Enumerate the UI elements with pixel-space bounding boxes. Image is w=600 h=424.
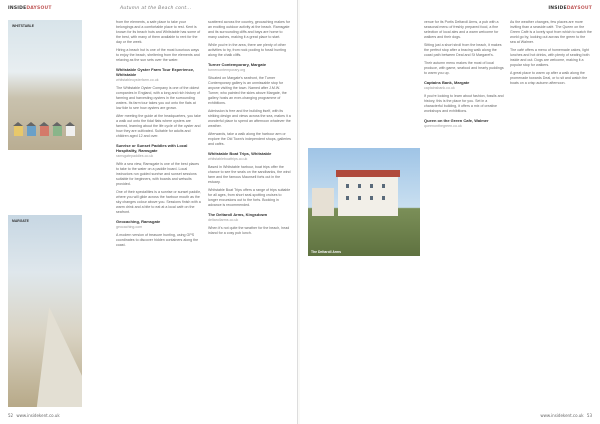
article-link[interactable]: deltarollarms.co.uk: [208, 218, 239, 222]
article-heading: Sunrise or Sunset Paddles with Local Hospitality, Ramsgate: [116, 143, 188, 153]
hut-shape: [27, 126, 36, 136]
article-heading: Turner Contemporary, Margate: [208, 62, 267, 67]
article-link[interactable]: geocaching.com: [116, 225, 143, 229]
article-paragraph: Situated on Margate's seafront, the Turner Contemporary gallery is an unmissable stop for anyone visiting the town. Named after J.M.W. Turner, who painted the skies above Margate, the gallery hosts an ever-changing programme of exhibitions.: [208, 76, 287, 105]
page-tagline: Autumn at the Beach cont...: [120, 6, 192, 11]
window: [358, 196, 361, 200]
building: [312, 188, 334, 216]
hotel-photo: [308, 148, 420, 256]
article-paragraph: The Whitstable Oyster Company is one of the oldest companies in England, with a long and rich history of farming and harvesting oysters in the surrounding waters. Its farm tour takes you out onto the flats at low tide to see how oysters are grown.: [116, 86, 200, 110]
article-paragraph: With a sea view, Ramsgate is one of the best places to take to the water on a paddle board. Local instructors run guided sunrise and sunset sessions suitable for beginners, with boards and wetsuits provided.: [116, 162, 200, 186]
article-paragraph: Whitstable Boat Trips offers a range of trips suitable for all ages, from short seal-spotting cruises to longer excursions out to the forts. Booking in advance is recommended.: [208, 188, 291, 207]
brand-suffix: DAYSOUT: [26, 6, 52, 11]
article-paragraph: Admission is free and the building itself, with its striking design and views across the sea, makes it a wonderful place to spend an afternoon whatever the weather.: [208, 109, 291, 128]
page-footer: [8, 413, 60, 418]
article-column-4: [510, 20, 592, 406]
window: [346, 184, 349, 188]
article-heading: The Deltaroll Arms, Kingsdown: [208, 212, 268, 217]
beach-path: [19, 307, 82, 407]
hut-shape: [40, 126, 49, 136]
photo-caption: The Deltaroll Arms: [311, 250, 342, 254]
beach-huts-photo: [8, 20, 82, 150]
article-heading: Geocaching, Ramsgate: [116, 219, 161, 224]
article-link[interactable]: whitstableboattrips.co.uk: [208, 157, 248, 161]
page-number: 52: [8, 413, 14, 418]
brand-logo: [8, 6, 52, 11]
right-page: [300, 0, 600, 424]
window: [382, 184, 385, 188]
article-link[interactable]: whitstableoysterfarm.co.uk: [116, 78, 159, 82]
article-paragraph: Their autumn menu makes the most of local produce, with game, seafood and hearty puddings to warm you up.: [424, 61, 504, 75]
article-paragraph: from the elements, a safe place to take your belongings and a comfortable place to rest. Kent is known for its beach huts and Whitstable has some of the best, with many of them available to rent for the day or the week.: [116, 20, 201, 44]
article-paragraph: A modern version of treasure hunting, using GPS coordinates to discover hidden containers along the coast.: [116, 233, 199, 247]
article-column-2: [208, 20, 292, 406]
article-paragraph: If you're looking to learn about fashion, fossils and history, this is the place for you. Set in a characterful building, it offers a mix of creative workshops and exhibitions.: [424, 94, 504, 113]
photo-caption: MARGATE: [12, 219, 29, 223]
page-footer: [540, 413, 592, 418]
page-number: 53: [586, 413, 592, 418]
article-paragraph: One of their specialities is a sunrise or sunset paddle, where you will glide across the harbour mouth as the sky changes colour above you. Sessions finish with a warm drink and a bite to eat at a local café on the seafront.: [116, 190, 202, 214]
hut-shape: [66, 126, 75, 136]
article-paragraph: After meeting the guide at the headquarters, you take a walk out onto the tidal flats where oysters are farmed, learning about the life cycle of the oyster and how they are cultivated. Suitable for adults and children aged 12 and over.: [116, 114, 201, 138]
article-column-3: [424, 20, 504, 406]
article-paragraph: Hiring a beach hut is one of the most luxurious ways to enjoy the beach, sheltering from the elements and relaxing as the sun sets over the water.: [116, 48, 200, 62]
left-page: [0, 0, 298, 424]
window: [370, 184, 373, 188]
beach-path-photo: [8, 215, 82, 407]
article-paragraph: When it's not quite the weather for the beach, head inland for a cosy pub lunch.: [208, 226, 290, 235]
window: [346, 196, 349, 200]
brand-prefix: INSIDE: [548, 6, 567, 11]
brand-suffix: DAYSOUT: [566, 6, 592, 11]
hut-shape: [53, 126, 62, 136]
photo-caption: WHITSTABLE: [12, 24, 34, 28]
article-link[interactable]: captainsbank.co.uk: [424, 86, 455, 90]
window: [382, 196, 385, 200]
article-heading: Captains Bank, Margate: [424, 80, 470, 85]
article-paragraph: As the weather changes, few places are more inviting than a seaside café. The Queen on the Green Café is a lovely spot from which to watch the world go by, looking out across the green to the sea at Walmer.: [510, 20, 592, 44]
article-link[interactable]: turnercontemporary.org: [208, 68, 246, 72]
brand-prefix: INSIDE: [8, 6, 27, 11]
article-paragraph: venue for its Portis Deltaroll Arms, a pub with a seasonal menu of freshly prepared food, a fine selection of local ales and a warm welcome for walkers and their dogs.: [424, 20, 499, 39]
website-link[interactable]: www.insidekent.co.uk: [540, 413, 584, 418]
article-heading: Whitstable Oyster Farm Tour Experience, Whitstable: [116, 67, 195, 77]
brand-logo: [548, 6, 592, 11]
article-paragraph: Afterwards, take a walk along the harbour arm or explore the Old Town's independent shops, galleries and cafés.: [208, 132, 291, 146]
article-paragraph: scattered across the country, geocaching makes for an exciting outdoor activity at the beach. Ramsgate and its surrounding cliffs and bays are home to many caches, making it a great place to start.: [208, 20, 291, 39]
article-paragraph: Based in Whitstable harbour, boat trips offer the chance to see the seals on the sandbanks, the wind farm and the famous Maunsell forts out in the estuary.: [208, 165, 291, 184]
article-paragraph: The café offers a menu of homemade cakes, light lunches and hot drinks, with plenty of seating both inside and out. Dogs are welcome, making it a popular stop for walkers.: [510, 48, 590, 67]
article-paragraph: While you're in the area, there are plenty of other activities to try, from rock pooling to fossil hunting along the chalk cliffs.: [208, 43, 287, 57]
article-paragraph: A great place to warm up after a walk along the promenade towards Deal, or to sit and watch the boats on a crisp autumn afternoon.: [510, 71, 588, 85]
roof: [336, 170, 400, 177]
article-link[interactable]: ramsgatepaddles.co.uk: [116, 154, 154, 158]
article-heading: Whitstable Boat Trips, Whitstable: [208, 151, 272, 156]
article-column-1: [116, 20, 202, 406]
article-paragraph: Sitting just a short stroll from the beach, it makes the perfect stop after a bracing walk along the coast path between Deal and St Margaret's.: [424, 43, 502, 57]
article-link[interactable]: queenonthegreen.co.uk: [424, 124, 462, 128]
window: [358, 184, 361, 188]
window: [370, 196, 373, 200]
website-link[interactable]: www.insidekent.co.uk: [16, 413, 60, 418]
article-heading: Queen on the Green Cafe, Walmer: [424, 118, 489, 123]
hut-shape: [14, 126, 23, 136]
